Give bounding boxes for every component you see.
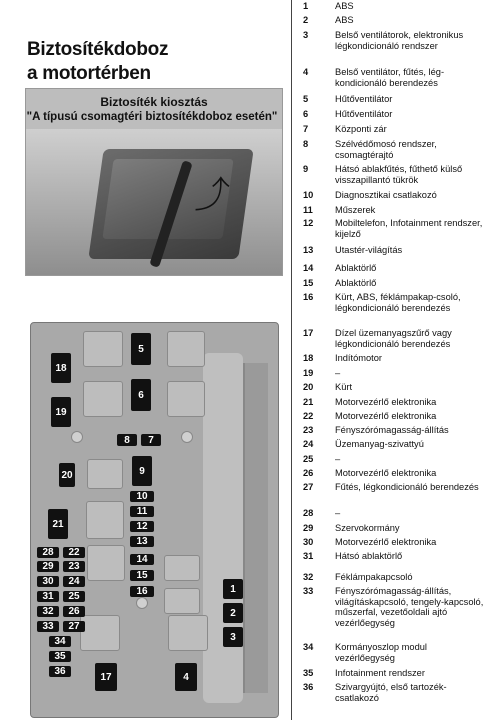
fuse-2: 2	[223, 603, 243, 623]
fuse-12: 12	[130, 521, 154, 532]
fuse-25: 25	[63, 591, 85, 602]
fuse-20: 20	[59, 463, 75, 487]
fuse-7: 7	[141, 434, 161, 446]
fuse-14: 14	[130, 554, 154, 565]
fuse-28: 28	[37, 547, 59, 558]
fuse-18: 18	[51, 353, 71, 383]
photo-caption-subtitle: "A típusú csomagtéri biztosítékdoboz esetén"	[26, 111, 278, 123]
fuse-10: 10	[130, 491, 154, 502]
fuse-31: 31	[37, 591, 59, 602]
fuse-24: 24	[63, 576, 85, 587]
fuse-22: 22	[63, 547, 85, 558]
fuse-35: 35	[49, 651, 71, 662]
fuse-32: 32	[37, 606, 59, 617]
fuse-21: 21	[48, 509, 68, 539]
fuse-16: 16	[130, 586, 154, 597]
curved-arrow-icon: ⤴	[194, 174, 231, 215]
fuse-9: 9	[132, 456, 152, 486]
fuse-19: 19	[51, 397, 71, 427]
fuse-15: 15	[130, 570, 154, 581]
fuse-1: 1	[223, 579, 243, 599]
fuse-34: 34	[49, 636, 71, 647]
fuse-3: 3	[223, 627, 243, 647]
title-line-1: Biztosítékdoboz	[27, 39, 169, 60]
photo-caption-title: Biztosíték kiosztás	[100, 95, 208, 109]
title-line-2: a motortérben	[27, 63, 151, 84]
fuse-26: 26	[63, 606, 85, 617]
fuse-6: 6	[131, 379, 151, 411]
fuse-4: 4	[175, 663, 197, 691]
fuse-23: 23	[63, 561, 85, 572]
fuse-17: 17	[95, 663, 117, 691]
fuse-30: 30	[37, 576, 59, 587]
fuse-36: 36	[49, 666, 71, 677]
fuse-11: 11	[130, 506, 154, 517]
fuse-5: 5	[131, 333, 151, 365]
fuse-29: 29	[37, 561, 59, 572]
fuse-8: 8	[117, 434, 137, 446]
fuse-27: 27	[63, 621, 85, 632]
page-title	[27, 38, 168, 86]
fuse-33: 33	[37, 621, 59, 632]
column-divider	[291, 0, 292, 720]
fuse-13: 13	[130, 536, 154, 547]
fuse-layout-diagram	[30, 322, 279, 718]
